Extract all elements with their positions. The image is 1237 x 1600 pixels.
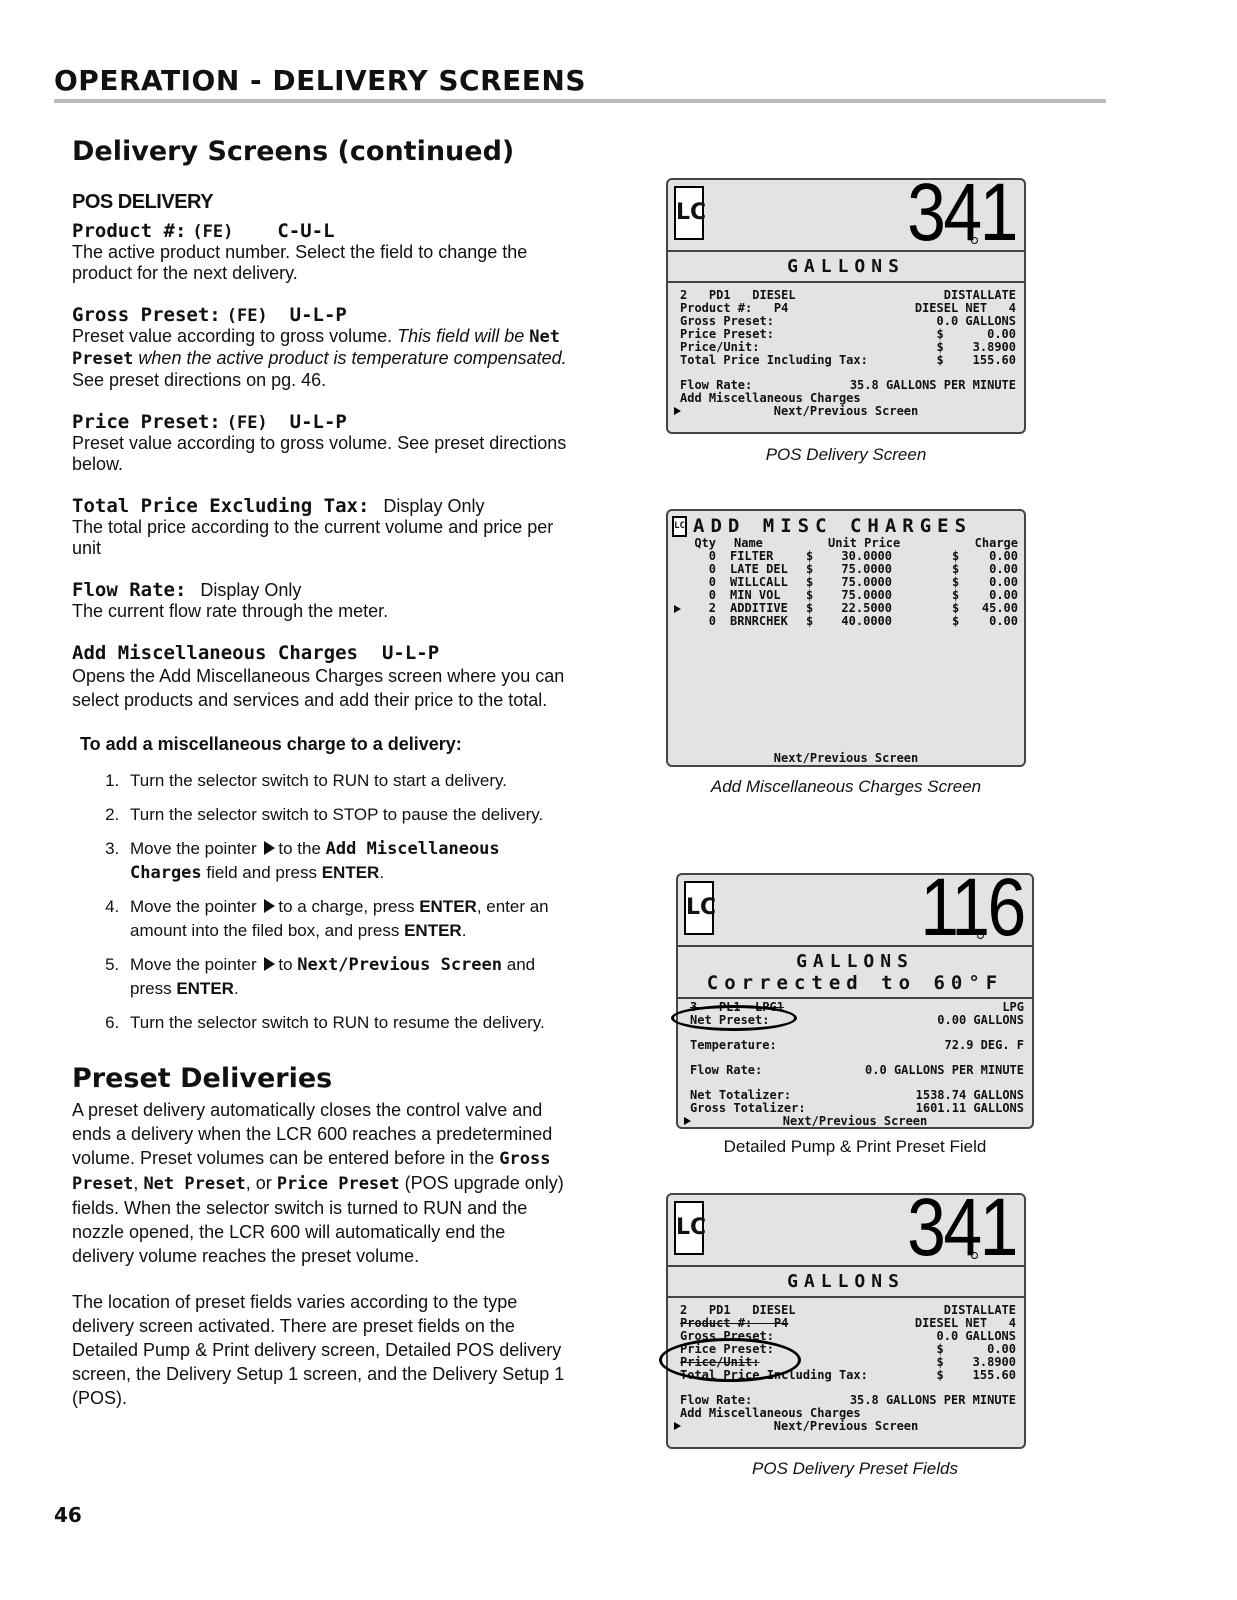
field-code: U-L-P [289,411,347,433]
volume-display: 341 [907,1193,1016,1273]
screen-row[interactable]: Product #: P4 DIESEL NET 4 [680,301,1016,315]
screen-row: 3 PL1 LPG1 LPG [690,1000,1024,1014]
screen-row: 2 PD1 DIESEL DISTALLATE [680,288,1016,302]
caption: POS Delivery Screen [765,445,927,464]
table-header: Qty Name Unit Price Charge [694,536,1018,550]
volume-display: 341 [907,178,1016,258]
field-tag: Display Only [200,580,302,600]
table-row[interactable]: 0 MIN VOL $ 75.0000 $ 0.00 [708,588,1018,602]
page-header [54,64,1106,103]
screen-row: Net Totalizer: 1538.74 GALLONS [690,1088,1024,1102]
table-row[interactable]: 0 BRNRCHEK $ 40.0000 $ 0.00 [708,614,1018,628]
decimal-point-icon [971,237,978,244]
screen-row: Temperature: 72.9 DEG. F [690,1038,1024,1052]
decimal-point-icon [977,932,984,939]
add-misc-charges-screen [666,509,1026,767]
page-number: 46 [54,1503,82,1527]
screen-row[interactable]: Price Preset: $ 0.00 [680,327,1016,341]
field-name: Total Price Excluding Tax: [72,495,370,517]
table-row-selected[interactable]: 2 ADDITIVE $ 22.5000 $ 45.00 [674,602,1024,615]
step: 2. Turn the selector switch to STOP to pause the delivery. [124,803,572,827]
gross-preset-row[interactable]: Gross Preset: 0.0 GALLONS [680,1329,1016,1343]
screen-row: Total Price Including Tax: $ 155.60 [680,353,1016,367]
left-column [72,136,572,1432]
screen-row: Gross Totalizer: 1601.11 GALLONS [690,1101,1024,1115]
decimal-point-icon [971,1252,978,1259]
pos-delivery-preset-screen [666,1193,1026,1449]
price-preset-row[interactable]: Price Preset: $ 0.00 [680,1342,1016,1356]
preset-title: Preset Deliveries [72,1063,333,1094]
field-code: U-L-P [381,642,440,664]
field-tag: (FE) [226,306,268,326]
screen-row: Flow Rate: 0.0 GALLONS PER MINUTE [690,1063,1024,1077]
field-name: Add Miscellaneous Charges [72,642,358,664]
flow-rate-row: Flow Rate: 35.8 GALLONS PER MINUTE [680,1393,1016,1407]
field-name: Flow Rate: [72,579,187,601]
field-add-misc [72,642,572,712]
field-name: Product #: [72,220,187,242]
field-tag: Display Only [383,496,485,516]
table-row[interactable]: 0 WILLCALL $ 75.0000 $ 0.00 [708,575,1018,589]
corrected-label: Corrected to 60°F [678,972,1032,999]
units-label: GALLONS [796,951,914,972]
field-desc: The active product number. Select the field to change the product for the next delivery. [72,242,528,283]
field-name: Gross Preset: [72,304,221,326]
lc-logo-icon: LC [674,186,704,240]
field-tag: (FE) [192,222,234,242]
field-gross-preset [72,304,572,391]
pointer-icon [264,899,275,913]
units-label: GALLONS [668,252,1024,283]
add-misc-row[interactable]: Add Miscellaneous Charges [680,391,861,405]
screen-row: Total Price Including Tax: $ 155.60 [680,1368,1016,1382]
field-price-preset [72,411,572,475]
procedure-steps [72,769,572,1035]
next-previous-nav[interactable]: Next/Previous Screen [668,405,1024,418]
screen-row: Price/Unit: $ 3.8900 [680,1355,1016,1369]
field-flow-rate [72,579,572,622]
table-row[interactable]: 0 LATE DEL $ 75.0000 $ 0.00 [708,562,1018,576]
pointer-icon [264,841,275,855]
units-label: GALLONS [668,1267,1024,1298]
field-code: U-L-P [289,304,347,326]
step: 1. Turn the selector switch to RUN to start a delivery. [124,769,572,793]
caption: Add Miscellaneous Charges Screen [710,777,982,796]
next-previous-nav[interactable]: Next/Previous Screen [678,1115,1032,1128]
step: 3. Move the pointer to the Add Miscellaneous Charges field and press ENTER. [124,837,572,885]
highlight-oval [659,1338,801,1382]
field-code: C-U-L [277,220,335,242]
misc-table [674,537,1024,628]
page-title: OPERATION - DELIVERY SCREENS [54,64,586,97]
section-title: Delivery Screens (continued) [72,136,515,167]
lc-logo-icon: LC [674,1201,704,1255]
screen-row[interactable]: Gross Preset: 0.0 GALLONS [680,314,1016,328]
field-product [72,220,572,284]
caption: POS Delivery Preset Fields [752,1459,958,1478]
step: 6. Turn the selector switch to RUN to resume the delivery. [124,1011,572,1035]
pos-delivery-screen [666,178,1026,434]
flow-rate-row: Flow Rate: 35.8 GALLONS PER MINUTE [680,378,1016,392]
screen-row: 2 PD1 DIESEL DISTALLATE [680,1303,1016,1317]
table-row[interactable]: 0 FILTER $ 30.0000 $ 0.00 [708,549,1018,563]
field-desc: The total price according to the current volume and price per unit [72,517,554,558]
preset-paragraph-1: A preset delivery automatically closes the control valve and ends a delivery when the LCR 600 reaches a predetermined volume. Preset volumes can be entered before in the Gross Preset, Net Preset, or Price Preset (POS upgrade only) fields. When the selector switch is turned to RUN and the nozzle opened, the LCR 600 will automatically end the delivery volume reaches the preset volume. [72,1100,564,1266]
field-desc: Preset value according to gross volume. See preset directions below. [72,433,567,474]
pos-delivery-title: POS DELIVERY [72,191,214,213]
volume-display: 116 [920,873,1024,953]
step: 4. Move the pointer to a charge, press ENTER, enter an amount into the filed box, and press ENTER. [124,895,572,943]
field-tag: (FE) [226,413,268,433]
next-previous-nav[interactable]: Next/Previous Screen [668,1420,1024,1433]
highlight-oval [671,1005,797,1031]
pointer-icon [674,605,681,613]
field-desc: Preset value according to gross volume. This field will be Net Preset when the active product is temperature compensated. See preset directions on pg. 46. [72,326,567,390]
lc-logo-icon: LC [672,516,687,537]
field-name: Price Preset: [72,411,221,433]
caption: Detailed Pump & Print Preset Field [723,1137,987,1156]
lc-logo-icon: LC [684,881,714,935]
preset-paragraph-2: The location of preset fields varies according to the type delivery screen activated. There are preset fields on the Detailed Pump & Print delivery screen, Detailed POS delivery screen, the Delivery Setup 1 screen, and the Delivery Setup 1 (POS). [72,1292,565,1408]
step: 5. Move the pointer to Next/Previous Screen and press ENTER. [124,953,572,1001]
field-total-price [72,495,572,559]
add-misc-row[interactable]: Add Miscellaneous Charges [680,1406,861,1420]
screen-row: Price/Unit: $ 3.8900 [680,340,1016,354]
next-previous-nav[interactable]: Next/Previous Screen [773,751,919,765]
misc-title: LC ADD MISC CHARGES [668,511,1024,537]
field-desc: The current flow rate through the meter. [72,601,389,621]
field-desc: Opens the Add Miscellaneous Charges screen where you can select products and services and add their price to the total. [72,666,565,710]
net-preset-row[interactable]: Net Preset: 0.00 GALLONS [690,1013,1024,1027]
procedure-title: To add a miscellaneous charge to a delivery: [80,734,462,754]
header-rule [54,99,1106,103]
detailed-pump-print-screen [676,873,1034,1129]
pointer-icon [264,957,275,971]
screen-row[interactable]: Product #: P4 DIESEL NET 4 [680,1316,1016,1330]
